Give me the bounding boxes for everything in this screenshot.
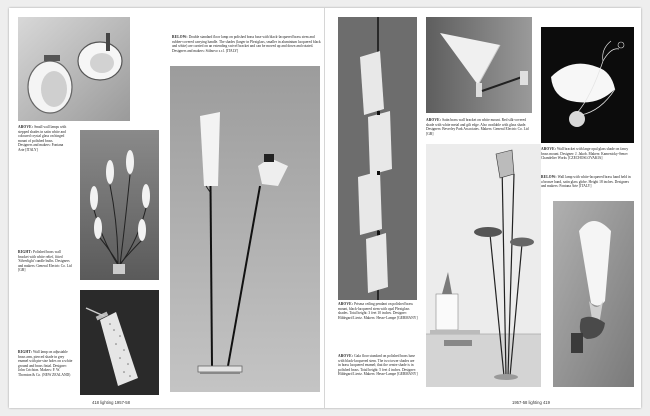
right-page-folio: 1957-58 lighting 419	[512, 400, 550, 405]
photo-prisma-pendant	[338, 17, 417, 300]
caption-floor-lamp	[172, 35, 322, 53]
caption-text: Satin brass wall bracket on white mount. Red silk-covered shade with white metal and gilt edge. Also available with glass shade. Designers: Beverley Park Associates. Makers: General Electric Co. Ltd [GB]	[426, 118, 529, 136]
photo-glass-bracket	[541, 27, 634, 143]
caption-wall-lamps	[18, 125, 68, 153]
caption-tag: ABOVE:	[338, 354, 354, 358]
caption-prisma-pendant	[338, 302, 418, 320]
caption-text: Wall lamp with white-lacquered brass hand held in a bronze hand, satin glass globe. Height 18 inches. Designers and makers: Fontana Arte [ITALY]	[541, 175, 631, 189]
caption-tag: BELOW:	[172, 35, 188, 39]
caption-text: Double standard floor lamp on polished brass base with black-lacquered brass stem and rubber-covered carrying handle. The shades (larger in Plexiglass, smaller in aluminium lacquered black and white) are carried on an extending swivel bracket and can be moved up and down and rotated. Designers and makers: Stilnovo s.r.l. [ITALY]	[172, 35, 321, 53]
caption-tag: RIGHT:	[18, 350, 33, 354]
caption-gala-standard	[338, 354, 418, 377]
caption-tag: BELOW:	[541, 175, 557, 179]
caption-text: Prisma ceiling pendant on polished brass mount, black-lacquered stem with opal Plexiglass shades. Total height: 3 feet 10 inches. Designer: Hildegard Liertz. Makers: Hesse-Lampe [GERMANY]	[338, 302, 418, 320]
photo-floor-lamp	[170, 66, 320, 392]
caption-text: Gala floor standard on polished brass base with black-lacquered stem. The two tower shades are in brass lacquered enamel; that the centre shade is in polished brass. Total height: 5 feet 4 inches. Designer: Hildegard Liertz. Makers: Hesse-Lampe [GERMANY]	[338, 354, 418, 377]
caption-text: Wall bracket with large opal glass shade on fancy brass mount. Designer: J. Jakob. Makers: Kamenicky-Senov Chandelier Works [CZECHOSLOVAKIA]	[541, 147, 629, 161]
photo-candle-bracket	[80, 130, 159, 280]
photo-satin-bracket	[426, 17, 532, 113]
caption-hand-bracket	[541, 175, 633, 189]
photo-wall-lamps	[18, 17, 130, 121]
photo-gala-standard	[426, 144, 541, 387]
left-page-folio: 418 lighting 1957-58	[92, 400, 130, 405]
caption-tag: RIGHT:	[18, 250, 33, 254]
caption-pierced-lamp	[18, 350, 74, 378]
caption-text: Wall lamp on adjustable brass arm, pierced shade in grey enamel with pin-size holes on a white ground and brass finial. Designer: John Crichton. Makers: F. W. Thornton & Co. (NEW ZEALAND)	[18, 350, 73, 377]
caption-tag: ABOVE:	[338, 302, 354, 306]
photo-hand-bracket	[553, 201, 634, 387]
caption-glass-bracket	[541, 147, 633, 161]
caption-tag: ABOVE:	[541, 147, 557, 151]
caption-tag: ABOVE:	[18, 125, 34, 129]
caption-tag: ABOVE:	[426, 118, 442, 122]
caption-candle-bracket	[18, 250, 72, 273]
caption-text: Small wall lamps with stepped shades in satin white and coloured crystal glass on hinged mount of polished brass. Designers and makers: Fontana Arte [ITALY]	[18, 125, 67, 152]
photo-pierced-lamp	[80, 290, 159, 395]
caption-text: Polished brass wall bracket with white relief, fitted 'Silverlight' candle bulbs. Designers and makers: General Electric Co. Ltd [GB]	[18, 250, 72, 273]
caption-satin-bracket	[426, 118, 530, 136]
page-gutter	[324, 8, 325, 408]
